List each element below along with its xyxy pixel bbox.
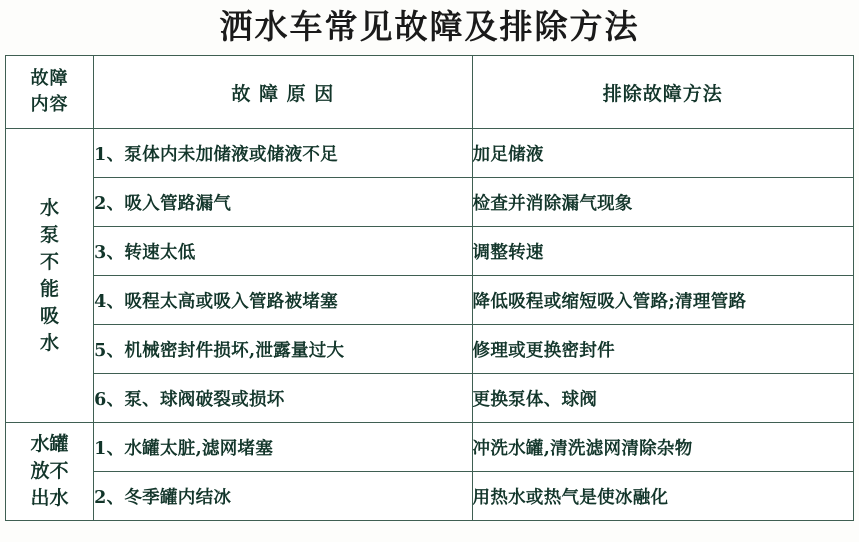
cause-cell: 3、转速太低 bbox=[94, 227, 472, 276]
column-header-fault-content bbox=[6, 56, 94, 129]
table-row bbox=[6, 129, 854, 178]
fix-cell: 修理或更换密封件 bbox=[472, 325, 853, 374]
cause-cell: 2、冬季罐内结冰 bbox=[94, 472, 472, 521]
column-header-fault-fix: 排除故障方法 bbox=[472, 56, 853, 129]
column-header-fault-cause: 故 障 原 因 bbox=[94, 56, 472, 129]
group-label-tank-no-water: 水罐放不出水 bbox=[6, 423, 94, 521]
fix-cell: 冲洗水罐,清洗滤网清除杂物 bbox=[472, 423, 853, 472]
page-title: 洒水车常见故障及排除方法 bbox=[219, 7, 640, 46]
fault-table bbox=[5, 55, 854, 521]
table-row bbox=[6, 178, 854, 227]
cause-cell: 1、水罐太脏,滤网堵塞 bbox=[94, 423, 472, 472]
column-header-fault-content-line2: 内容 bbox=[30, 94, 69, 116]
table-row bbox=[6, 374, 854, 423]
fix-cell: 加足储液 bbox=[472, 129, 853, 178]
cause-cell: 5、机械密封件损坏,泄露量过大 bbox=[94, 325, 472, 374]
table-header bbox=[6, 56, 854, 129]
fix-cell: 降低吸程或缩短吸入管路;清理管路 bbox=[472, 276, 853, 325]
group-label-pump-no-suction: 水泵不能吸水 bbox=[6, 129, 94, 423]
table-row bbox=[6, 227, 854, 276]
cause-cell: 2、吸入管路漏气 bbox=[94, 178, 472, 227]
fix-cell: 检查并消除漏气现象 bbox=[472, 178, 853, 227]
column-header-fault-content-line1: 故障 bbox=[30, 68, 69, 90]
cause-cell: 6、泵、球阀破裂或损坏 bbox=[94, 374, 472, 423]
table-row bbox=[6, 423, 854, 472]
table-body bbox=[6, 129, 854, 521]
fix-cell: 更换泵体、球阀 bbox=[472, 374, 853, 423]
fix-cell: 调整转速 bbox=[472, 227, 853, 276]
table-row bbox=[6, 276, 854, 325]
table-row bbox=[6, 325, 854, 374]
table-header-row bbox=[6, 56, 854, 129]
cause-cell: 1、泵体内未加储液或储液不足 bbox=[94, 129, 472, 178]
cause-cell: 4、吸程太高或吸入管路被堵塞 bbox=[94, 276, 472, 325]
table-row bbox=[6, 472, 854, 521]
fix-cell: 用热水或热气是使冰融化 bbox=[472, 472, 853, 521]
